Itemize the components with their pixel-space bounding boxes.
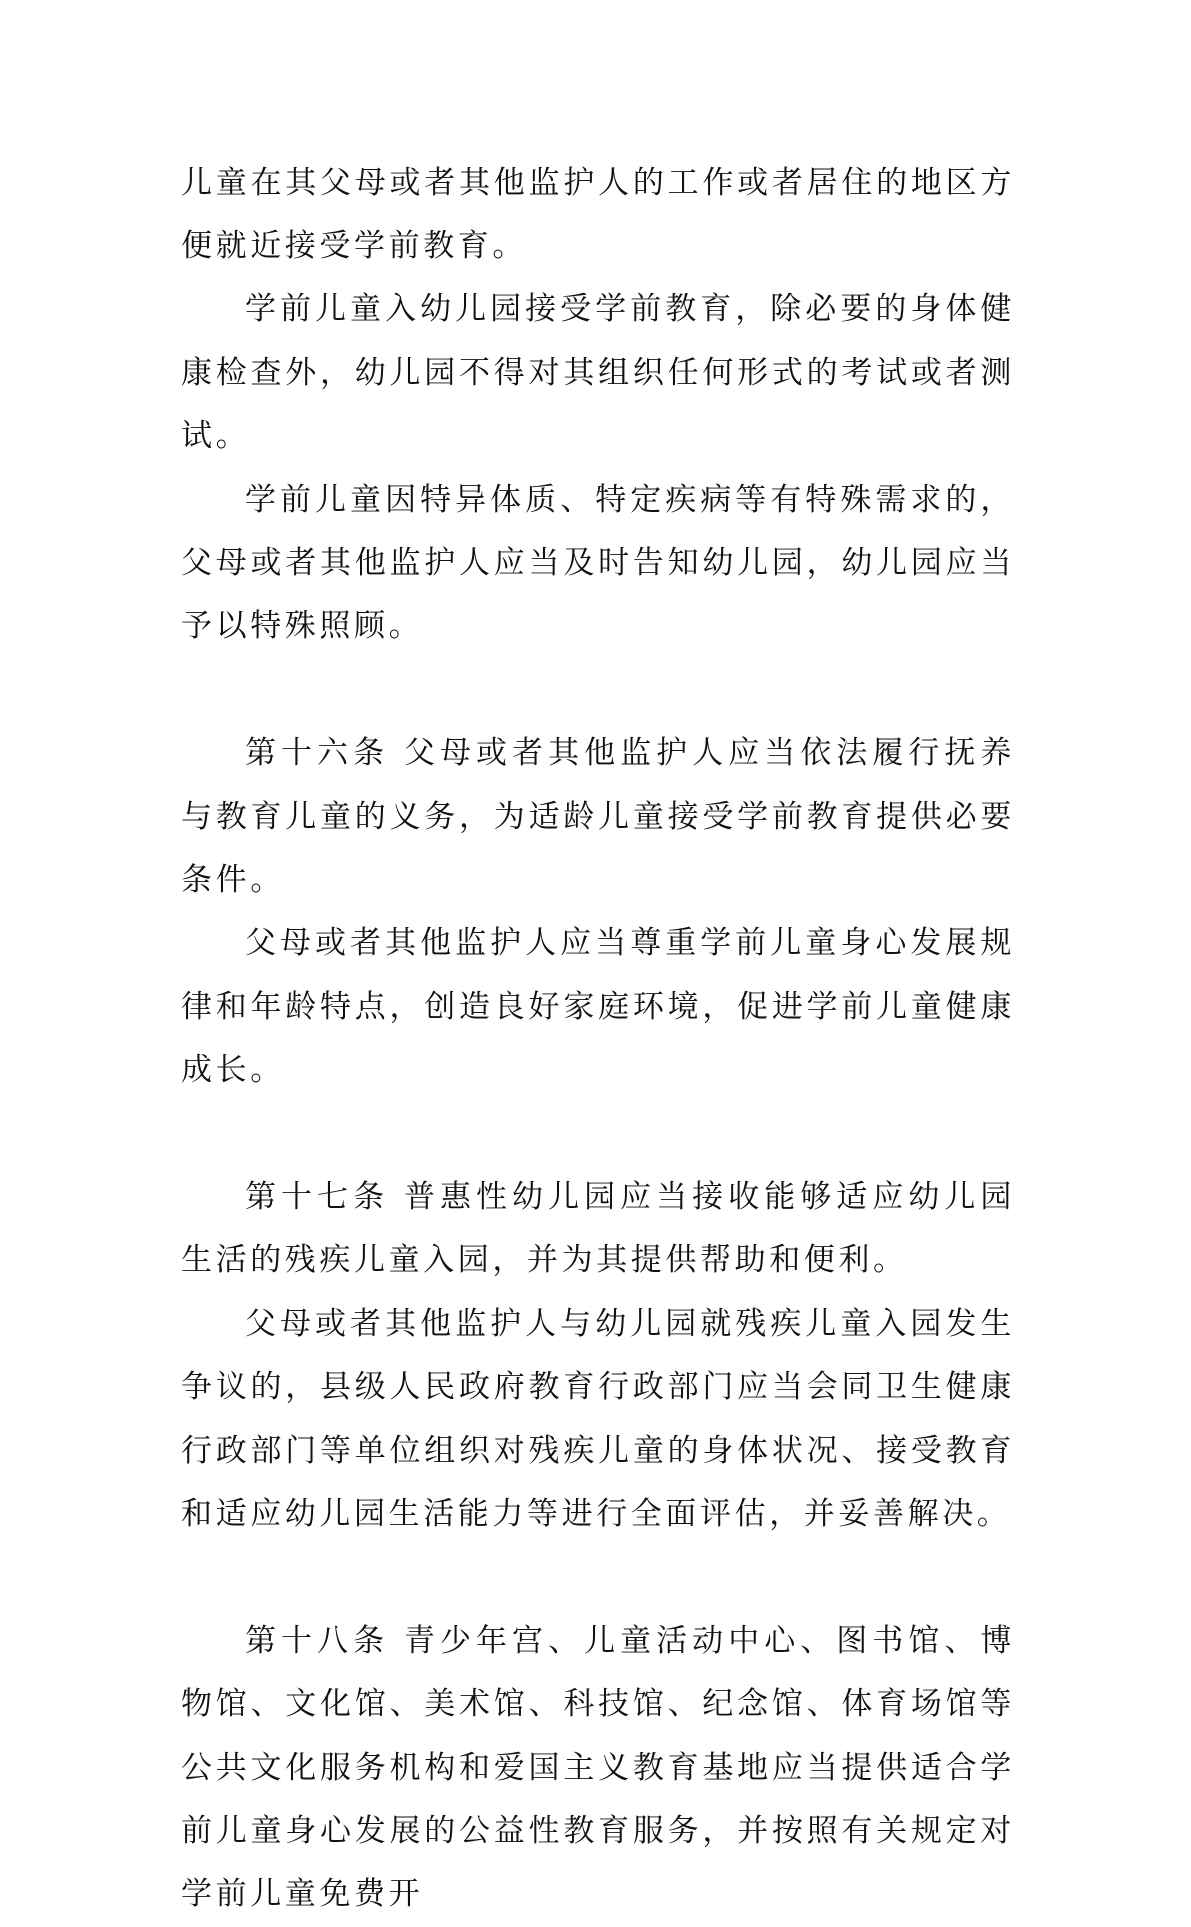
paragraph-gap bbox=[181, 1103, 1015, 1166]
document-body bbox=[181, 152, 1015, 1927]
paragraph-continued: 儿童在其父母或者其他监护人的工作或者居住的地区方便就近接受学前教育。 bbox=[181, 164, 1015, 264]
paragraph-admission-no-tests: 学前儿童入幼儿园接受学前教育，除必要的身体健康检查外，幼儿园不得对其组织任何形式的考试或者测试。 bbox=[181, 291, 1015, 455]
article-17-paragraph-2: 父母或者其他监护人与幼儿园就残疾儿童入园发生争议的，县级人民政府教育行政部门应当会同卫生健康行政部门等单位组织对残疾儿童的身体状况、接受教育和适应幼儿园生活能力等进行全面评估，并妥善解决。 bbox=[181, 1305, 1015, 1532]
article-18: 第十八条 青少年宫、儿童活动中心、图书馆、博物馆、文化馆、美术馆、科技馆、纪念馆、体育场馆等公共文化服务机构和爱国主义教育基地应当提供适合学前儿童身心发展的公益性教育服务，并按照有关规定对学前儿童免费开 bbox=[181, 1622, 1015, 1913]
article-16: 第十六条 父母或者其他监护人应当依法履行抚养与教育儿童的义务，为适龄儿童接受学前教育提供必要条件。 bbox=[181, 735, 1015, 898]
paragraph-gap bbox=[181, 659, 1015, 722]
article-17: 第十七条 普惠性幼儿园应当接收能够适应幼儿园生活的残疾儿童入园，并为其提供帮助和便利。 bbox=[181, 1178, 1015, 1279]
article-16-paragraph-2: 父母或者其他监护人应当尊重学前儿童身心发展规律和年龄特点，创造良好家庭环境，促进学前儿童健康成长。 bbox=[181, 925, 1015, 1089]
paragraph-gap bbox=[181, 1546, 1015, 1609]
paragraph-special-needs: 学前儿童因特异体质、特定疾病等有特殊需求的，父母或者其他监护人应当及时告知幼儿园，幼儿园应当予以特殊照顾。 bbox=[181, 481, 1015, 645]
